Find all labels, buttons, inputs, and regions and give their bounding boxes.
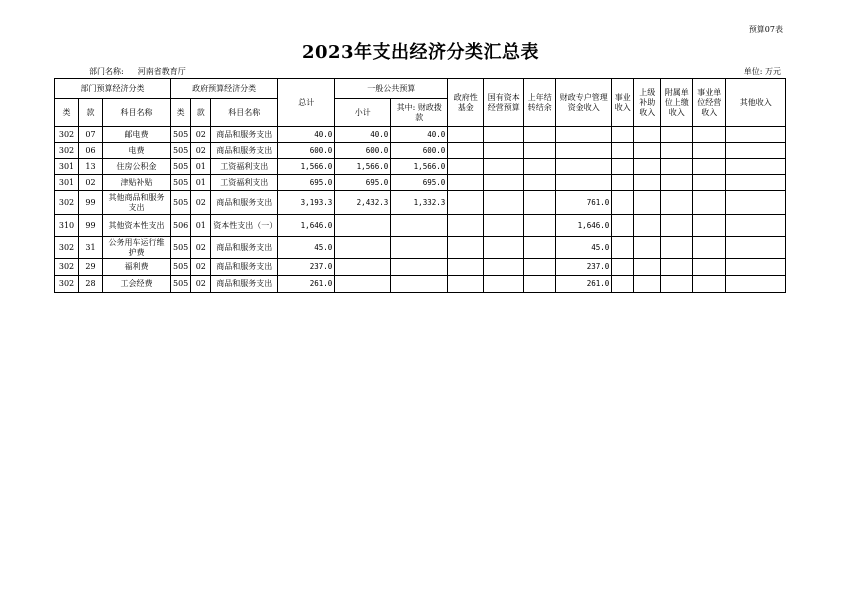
header-business-income: 事业收入	[612, 79, 634, 127]
header-gov-item-name: 科目名称	[211, 99, 278, 127]
cell-kuan: 13	[79, 159, 103, 175]
cell-item-name: 电费	[103, 143, 171, 159]
cell-gov-kuan: 02	[191, 237, 211, 259]
cell-gov-kuan: 02	[191, 276, 211, 293]
table-row	[55, 127, 786, 143]
header-superior-subsidy: 上级补助收入	[634, 79, 661, 127]
header-fiscal-appropriation: 其中: 财政拨款	[391, 99, 448, 127]
cell-lei: 302	[55, 237, 79, 259]
cell-lei: 310	[55, 215, 79, 237]
cell-gov-kuan: 01	[191, 175, 211, 191]
cell-gov-kuan: 02	[191, 143, 211, 159]
cell-gov-lei: 505	[171, 143, 191, 159]
header-kuan: 款	[79, 99, 103, 127]
cell-gov-item-name: 工资福利支出	[211, 175, 278, 191]
cell-fiscal-special	[556, 143, 612, 159]
header-carryover: 上年结转结余	[524, 79, 556, 127]
table-row	[55, 237, 786, 259]
cell-subtotal: 695.0	[335, 175, 391, 191]
header-fiscal-special: 财政专户管理资金收入	[556, 79, 612, 127]
cell-kuan: 28	[79, 276, 103, 293]
cell-gov-item-name: 资本性支出（一）	[211, 215, 278, 237]
header-subtotal: 小计	[335, 99, 391, 127]
header-gov-lei: 类	[171, 99, 191, 127]
cell-gov-kuan: 01	[191, 215, 211, 237]
header-gov-kuan: 款	[191, 99, 211, 127]
cell-subtotal: 40.0	[335, 127, 391, 143]
cell-lei: 302	[55, 276, 79, 293]
cell-item-name: 邮电费	[103, 127, 171, 143]
header-business-operation: 事业单位经营收入	[693, 79, 726, 127]
page-title: 2023年支出经济分类汇总表	[301, 42, 540, 63]
cell-fiscal: 1,566.0	[391, 159, 448, 175]
cell-lei: 301	[55, 175, 79, 191]
cell-gov-item-name: 商品和服务支出	[211, 127, 278, 143]
cell-lei: 302	[55, 127, 79, 143]
cell-gov-lei: 505	[171, 191, 191, 215]
cell-total: 600.0	[278, 143, 335, 159]
cell-subtotal	[335, 237, 391, 259]
cell-lei: 301	[55, 159, 79, 175]
header-item-name: 科目名称	[103, 99, 171, 127]
cell-gov-kuan: 02	[191, 259, 211, 276]
cell-item-name: 其他商品和服务支出	[103, 191, 171, 215]
cell-item-name: 津贴补贴	[103, 175, 171, 191]
cell-fiscal: 695.0	[391, 175, 448, 191]
cell-fiscal: 1,332.3	[391, 191, 448, 215]
cell-total: 695.0	[278, 175, 335, 191]
cell-gov-kuan: 01	[191, 159, 211, 175]
cell-subtotal: 2,432.3	[335, 191, 391, 215]
table-row	[55, 215, 786, 237]
cell-kuan: 31	[79, 237, 103, 259]
cell-fiscal-special: 45.0	[556, 237, 612, 259]
cell-subtotal: 600.0	[335, 143, 391, 159]
cell-gov-item-name: 工资福利支出	[211, 159, 278, 175]
header-gov-class: 政府预算经济分类	[171, 79, 278, 99]
cell-subtotal	[335, 259, 391, 276]
cell-gov-lei: 505	[171, 127, 191, 143]
cell-gov-lei: 505	[171, 237, 191, 259]
table-row	[55, 143, 786, 159]
cell-gov-lei: 505	[171, 276, 191, 293]
cell-gov-item-name: 商品和服务支出	[211, 191, 278, 215]
cell-fiscal-special: 1,646.0	[556, 215, 612, 237]
cell-fiscal: 600.0	[391, 143, 448, 159]
cell-item-name: 其他资本性支出	[103, 215, 171, 237]
header-general-budget: 一般公共预算	[335, 79, 448, 99]
table-row	[55, 175, 786, 191]
cell-lei: 302	[55, 143, 79, 159]
cell-total: 261.0	[278, 276, 335, 293]
table-row	[55, 276, 786, 293]
cell-gov-lei: 505	[171, 175, 191, 191]
cell-total: 1,646.0	[278, 215, 335, 237]
cell-kuan: 29	[79, 259, 103, 276]
cell-gov-item-name: 商品和服务支出	[211, 237, 278, 259]
cell-total: 45.0	[278, 237, 335, 259]
cell-fiscal-special	[556, 159, 612, 175]
cell-subtotal	[335, 276, 391, 293]
header-total: 总计	[278, 79, 335, 127]
cell-fiscal	[391, 276, 448, 293]
cell-item-name: 公务用车运行维护费	[103, 237, 171, 259]
department-name: 河南省教育厅	[137, 67, 186, 76]
unit-label: 单位: 万元	[743, 67, 781, 76]
cell-item-name: 住房公积金	[103, 159, 171, 175]
table-row	[55, 259, 786, 276]
cell-total: 3,193.3	[278, 191, 335, 215]
cell-item-name: 福利费	[103, 259, 171, 276]
cell-subtotal: 1,566.0	[335, 159, 391, 175]
cell-lei: 302	[55, 191, 79, 215]
cell-gov-item-name: 商品和服务支出	[211, 259, 278, 276]
cell-gov-kuan: 02	[191, 127, 211, 143]
cell-fiscal-special: 237.0	[556, 259, 612, 276]
cell-kuan: 99	[79, 191, 103, 215]
cell-fiscal	[391, 215, 448, 237]
header-gov-fund: 政府性基金	[448, 79, 484, 127]
table-number-label: 预算07表	[748, 25, 783, 34]
table-row	[55, 159, 786, 175]
cell-gov-item-name: 商品和服务支出	[211, 276, 278, 293]
cell-kuan: 07	[79, 127, 103, 143]
header-state-capital: 国有资本经营预算	[484, 79, 524, 127]
header-lei: 类	[55, 99, 79, 127]
header-dept-class: 部门预算经济分类	[55, 79, 171, 99]
header-other-income: 其他收入	[726, 79, 786, 127]
cell-fiscal-special: 761.0	[556, 191, 612, 215]
table-row	[55, 191, 786, 215]
expenditure-table	[54, 78, 786, 293]
cell-fiscal-special	[556, 175, 612, 191]
cell-gov-lei: 506	[171, 215, 191, 237]
cell-fiscal: 40.0	[391, 127, 448, 143]
department-label: 部门名称:	[89, 67, 124, 76]
department-info	[89, 66, 200, 77]
header-affiliate-income: 附属单位上缴收入	[661, 79, 693, 127]
cell-fiscal	[391, 237, 448, 259]
cell-total: 40.0	[278, 127, 335, 143]
cell-fiscal	[391, 259, 448, 276]
cell-gov-kuan: 02	[191, 191, 211, 215]
cell-kuan: 99	[79, 215, 103, 237]
cell-fiscal-special	[556, 127, 612, 143]
cell-fiscal-special: 261.0	[556, 276, 612, 293]
cell-gov-lei: 505	[171, 159, 191, 175]
cell-item-name: 工会经费	[103, 276, 171, 293]
cell-subtotal	[335, 215, 391, 237]
cell-gov-lei: 505	[171, 259, 191, 276]
cell-total: 1,566.0	[278, 159, 335, 175]
cell-lei: 302	[55, 259, 79, 276]
cell-total: 237.0	[278, 259, 335, 276]
cell-gov-item-name: 商品和服务支出	[211, 143, 278, 159]
cell-kuan: 02	[79, 175, 103, 191]
cell-kuan: 06	[79, 143, 103, 159]
